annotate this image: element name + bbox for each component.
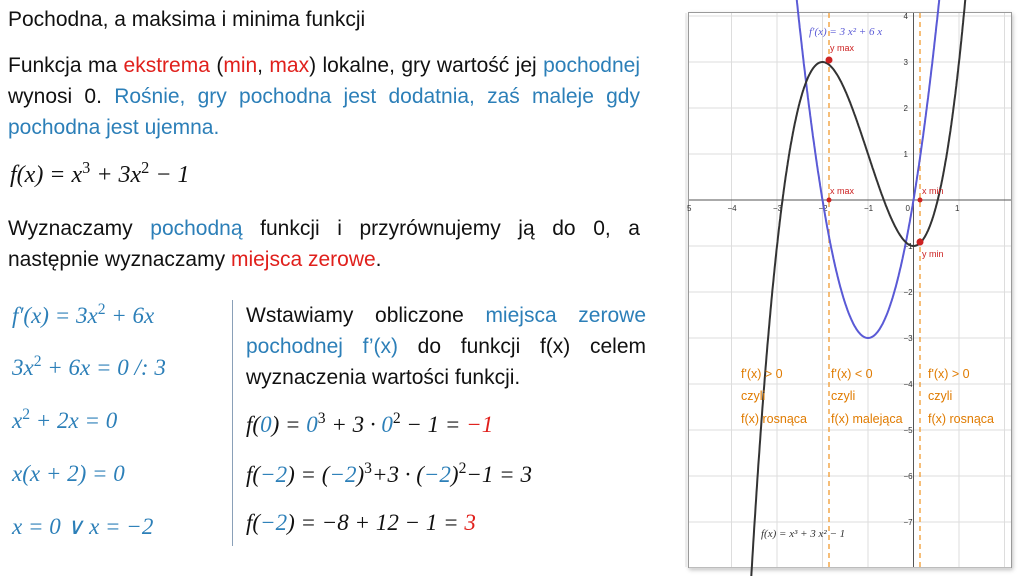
function-equation: $f(x) = x^3 + 3x^2 - 1$ xyxy=(10,158,190,188)
x-tick-label: −4 xyxy=(727,204,737,213)
step-derivative: $f'(x) = 3x^2 + 6x$ xyxy=(12,301,155,328)
derivative-paragraph xyxy=(8,213,640,275)
eq-f-of-minus-2-result: f(−2) = −8 + 12 − 1 = 3 xyxy=(246,510,476,535)
function-label: f(x) = x³ + 3 x² − 1 xyxy=(761,528,846,540)
intro-comma: , xyxy=(257,54,270,77)
label-y-max: y max xyxy=(830,43,855,53)
word-ekstrema: ekstrema xyxy=(123,54,210,77)
slide-title: Pochodna, a maksima i minima funkcji xyxy=(8,8,366,31)
point-y-min xyxy=(917,239,924,246)
intro-text-4: wynosi 0. xyxy=(8,85,115,108)
y-tick-label: −4 xyxy=(903,380,913,389)
y-tick-label: −5 xyxy=(903,426,913,435)
col1-line3: f(x) rosnąca xyxy=(741,412,807,426)
para2-text-3: . xyxy=(375,248,382,271)
eq-f-of-minus-2: $f(-2) = (-2)^3+3 \cdot (-2)^2-1 = 3$ xyxy=(246,460,532,487)
y-tick-label: −7 xyxy=(903,518,913,527)
right-text-2: do funkcji f(x) celem wyznaczenia wartości funkcji. xyxy=(246,335,646,389)
word-miejsca-zerowe: miejsca zerowe xyxy=(230,248,376,271)
intro-text-3: ) lokalne, gry wartość jej xyxy=(309,54,544,77)
monotonicity-rule: Rośnie, gry pochodna jest dodatnia, zaś maleje gdy pochodna jest ujemna. xyxy=(8,85,640,139)
function-curve xyxy=(748,0,969,576)
y-tick-label: −3 xyxy=(903,334,913,343)
col2-line2: czyli xyxy=(831,389,856,403)
col2-line3: f(x) malejąca xyxy=(831,412,903,426)
label-y-min: y min xyxy=(922,249,944,259)
y-tick-label: 1 xyxy=(903,150,908,159)
col3-line2: czyli xyxy=(928,389,953,403)
x-tick-label: −3 xyxy=(773,204,783,213)
word-pochodna: pochodną xyxy=(150,217,243,240)
x-tick-label: −2 xyxy=(818,204,828,213)
y-tick-label: −6 xyxy=(903,472,913,481)
word-pochodnej: pochodnej xyxy=(543,54,641,77)
label-x-max: x max xyxy=(830,186,855,196)
critical-points xyxy=(826,57,924,246)
intro-text-1: Funkcja ma xyxy=(8,54,124,77)
tick-labels xyxy=(687,12,960,527)
step-factored: x(x + 2) = 0 xyxy=(12,461,125,486)
substitution-paragraph xyxy=(246,300,646,393)
derivative-label: f′(x) = 3 x² + 6 x xyxy=(809,26,883,38)
point-x-max xyxy=(827,198,832,203)
axes xyxy=(689,13,1011,567)
col1-line1: f'(x) > 0 xyxy=(741,367,783,381)
x-tick-label: 1 xyxy=(955,204,960,213)
y-tick-label: −1 xyxy=(903,242,913,251)
col2-line1: f'(x) < 0 xyxy=(831,367,873,381)
col3-line1: f'(x) > 0 xyxy=(928,367,970,381)
word-miejsca-zerowe-pochodnej: miejsca zerowe pochodnej f’(x) xyxy=(246,304,646,358)
para2-text-2: funkcji i przyrównujemy ją do 0, a następnie wyznaczamy xyxy=(8,217,640,271)
function-graph xyxy=(688,12,1012,568)
column-divider xyxy=(232,300,233,546)
col3-line3: f(x) rosnąca xyxy=(928,412,994,426)
para2-text-1: Wyznaczamy xyxy=(8,217,151,240)
word-min: min xyxy=(223,54,258,77)
intro-paragraph xyxy=(8,50,640,143)
eq-f-of-0: $f(0) = 0^3 + 3 \cdot 0^2 - 1 = -1$ xyxy=(246,410,494,437)
y-tick-label: 2 xyxy=(903,104,908,113)
x-tick-label: −1 xyxy=(864,204,874,213)
intro-text-2: ( xyxy=(209,54,224,77)
word-max: max xyxy=(269,54,310,77)
step-simplified: $x^2 + 2x = 0$ xyxy=(12,406,118,433)
y-tick-label: 4 xyxy=(903,12,908,21)
label-x-min: x min xyxy=(922,186,944,196)
x-tick-label: 5 xyxy=(687,204,692,213)
y-tick-label: 3 xyxy=(903,58,908,67)
point-x-min xyxy=(918,198,923,203)
graph-canvas xyxy=(689,13,1011,567)
y-tick-label: −2 xyxy=(903,288,913,297)
point-y-max xyxy=(826,57,833,64)
x-tick-label: 0 xyxy=(905,204,910,213)
step-divide: $3x^2 + 6x = 0$ /: 3 xyxy=(12,353,166,380)
col1-line2: czyli xyxy=(741,389,766,403)
step-solutions: x = 0 ∨ x = −2 xyxy=(12,514,154,539)
right-text-1: Wstawiamy obliczone xyxy=(246,304,486,327)
